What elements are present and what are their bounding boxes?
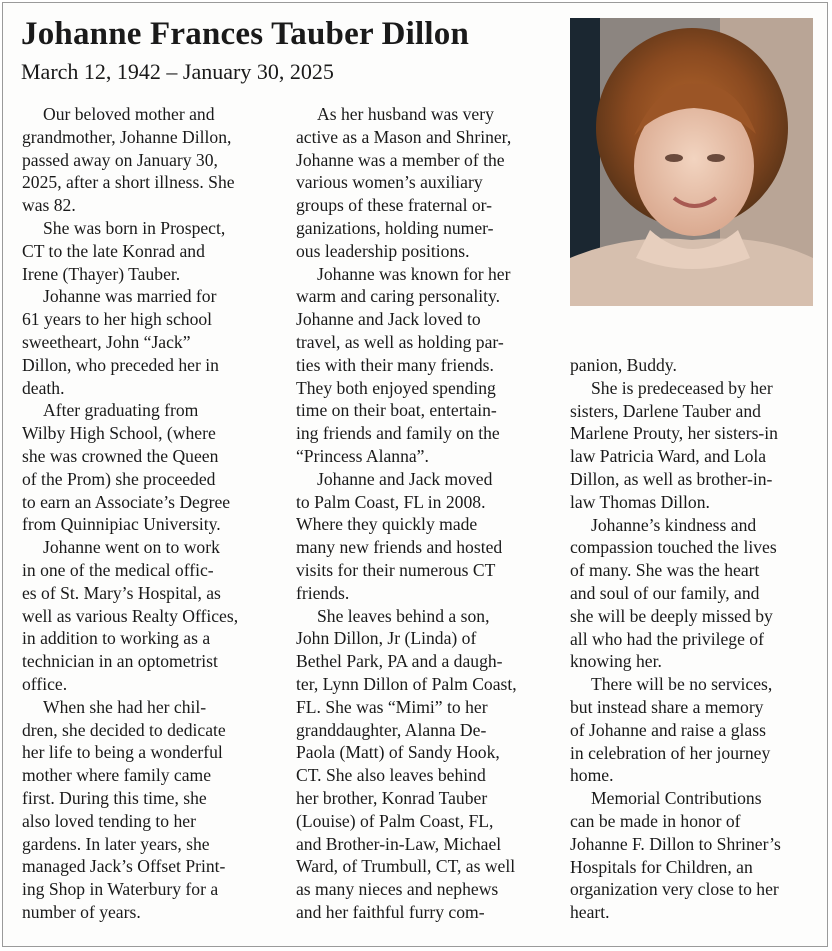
text-line: granddaughter, Alanna De- [296,719,487,740]
text-line: heart. [570,902,610,923]
text-line: ing friends and family on the [296,423,500,444]
text-line: After graduating from [43,400,199,421]
text-line: her brother, Konrad Tauber [296,787,488,808]
text-line: from Quinnipiac University. [22,514,221,535]
text-line: CT. She also leaves behind [296,765,486,786]
text-line: to Palm Coast, FL in 2008. [296,491,486,512]
text-line: passed away on January 30, [22,149,218,170]
column-2 [296,103,558,924]
text-line: law Thomas Dillon. [570,491,710,512]
text-line: dren, she decided to dedicate [22,719,226,740]
text-line: Dillon, who preceded her in [22,354,219,375]
life-dates: March 12, 1942 – January 30, 2025 [21,59,334,84]
text-line: Ward, of Trumbull, CT, as well [296,856,516,877]
text-line: 61 years to her high school [22,309,213,330]
text-line: all who had the privilege of [570,628,764,649]
text-line: groups of these fraternal or- [296,195,493,216]
text-line: travel, as well as holding par- [296,331,504,352]
text-line: es of St. Mary’s Hospital, as [22,582,221,603]
text-line: and Brother-in-Law, Michael [296,833,502,854]
text-line: many new friends and hosted [296,537,503,558]
text-line: CT to the late Konrad and [22,240,205,261]
text-line: knowing her. [570,651,662,672]
text-line: visits for their numerous CT [296,559,496,580]
text-line: ties with their many friends. [296,354,494,375]
text-line: When she had her chil- [43,696,207,717]
text-line: to earn an Associate’s Degree [22,491,231,512]
text-line: of Johanne and raise a glass [570,719,766,740]
text-line: John Dillon, Jr (Linda) of [296,628,477,649]
text-line: she will be deeply missed by [570,605,773,626]
text-line: active as a Mason and Shriner, [296,126,512,147]
text-line: friends. [296,582,350,603]
text-line: of many. She was the heart [570,560,760,581]
text-line: but instead share a memory [570,696,764,717]
text-line: in celebration of her journey [570,742,771,763]
text-line: can be made in honor of [570,810,741,831]
text-line: Wilby High School, (where [22,423,216,444]
text-line: ous leadership positions. [296,240,470,261]
text-line: office. [22,673,68,694]
text-line: “Princess Alanna”. [296,445,429,466]
text-line: also loved tending to her [22,810,196,831]
text-line: of the Prom) she proceeded [22,468,216,489]
text-line: Johanne was married for [43,286,217,307]
text-line: She was born in Prospect, [43,217,226,238]
text-line: Dillon, as well as brother-in- [570,468,773,489]
text-line: (Louise) of Palm Coast, FL, [296,810,494,831]
portrait-photo [570,18,813,306]
text-line: ganizations, holding numer- [296,217,494,238]
text-line: grandmother, Johanne Dillon, [22,126,232,147]
text-line: Hospitals for Children, an [570,856,753,877]
text-line: sisters, Darlene Tauber and [570,400,761,421]
column-3 [570,354,820,924]
text-line: 2025, after a short illness. She [22,172,235,193]
text-line: gardens. In later years, she [22,833,210,854]
text-line: Johanne’s kindness and [591,514,757,535]
text-line: first. During this time, she [22,787,207,808]
text-line: warm and caring personality. [296,286,501,307]
portrait-photo-icon [570,18,813,306]
text-line: Marlene Prouty, her sisters-in [570,423,778,444]
text-line: She is predeceased by her [591,377,773,398]
text-line: managed Jack’s Offset Print- [22,856,226,877]
text-line: compassion touched the lives [570,537,777,558]
text-line: various women’s auxiliary [296,172,483,193]
text-line: Johanne F. Dillon to Shriner’s [570,833,781,854]
column-1 [22,103,282,924]
text-line: in addition to working as a [22,628,211,649]
text-line: She leaves behind a son, [317,605,490,626]
text-line: she was crowned the Queen [22,445,219,466]
text-line: As her husband was very [317,104,494,124]
text-line: home. [570,765,614,786]
text-line: Johanne went on to work [43,537,220,558]
text-line: time on their boat, entertain- [296,400,497,421]
text-line: Johanne and Jack loved to [296,309,481,330]
text-line: as many nieces and nephews [296,879,499,900]
text-line: death. [22,377,65,398]
text-line: and her faithful furry com- [296,901,485,922]
text-line: mother where family came [22,765,212,786]
text-line: Where they quickly made [296,514,478,535]
text-line: and soul of our family, and [570,582,760,603]
text-line: FL. She was “Mimi” to her [296,696,488,717]
text-line: ing Shop in Waterbury for a [22,879,219,900]
text-line: Johanne and Jack moved [317,468,493,489]
text-line: They both enjoyed spending [296,377,496,398]
text-line: panion, Buddy. [570,355,677,375]
obituary-title: Johanne Frances Tauber Dillon [21,16,470,52]
text-line: organization very close to her [570,879,779,900]
text-line: ter, Lynn Dillon of Palm Coast, [296,673,517,694]
text-line: Paola (Matt) of Sandy Hook, [296,742,500,763]
text-line: in one of the medical offic- [22,559,214,580]
text-line: her life to being a wonderful [22,742,223,763]
text-line: number of years. [22,901,141,922]
text-line: well as various Realty Offices, [22,605,239,626]
text-line: law Patricia Ward, and Lola [570,446,767,467]
text-line: was 82. [22,195,76,216]
text-line: sweetheart, John “Jack” [22,331,191,352]
text-line: Memorial Contributions [591,788,762,809]
text-line: Johanne was known for her [317,263,511,284]
text-line: technician in an optometrist [22,651,218,672]
text-line: Bethel Park, PA and a daugh- [296,651,503,672]
text-line: Irene (Thayer) Tauber. [22,263,181,284]
text-line: Our beloved mother and [43,104,215,124]
text-line: Johanne was a member of the [296,149,505,170]
text-line: There will be no services, [591,674,773,695]
